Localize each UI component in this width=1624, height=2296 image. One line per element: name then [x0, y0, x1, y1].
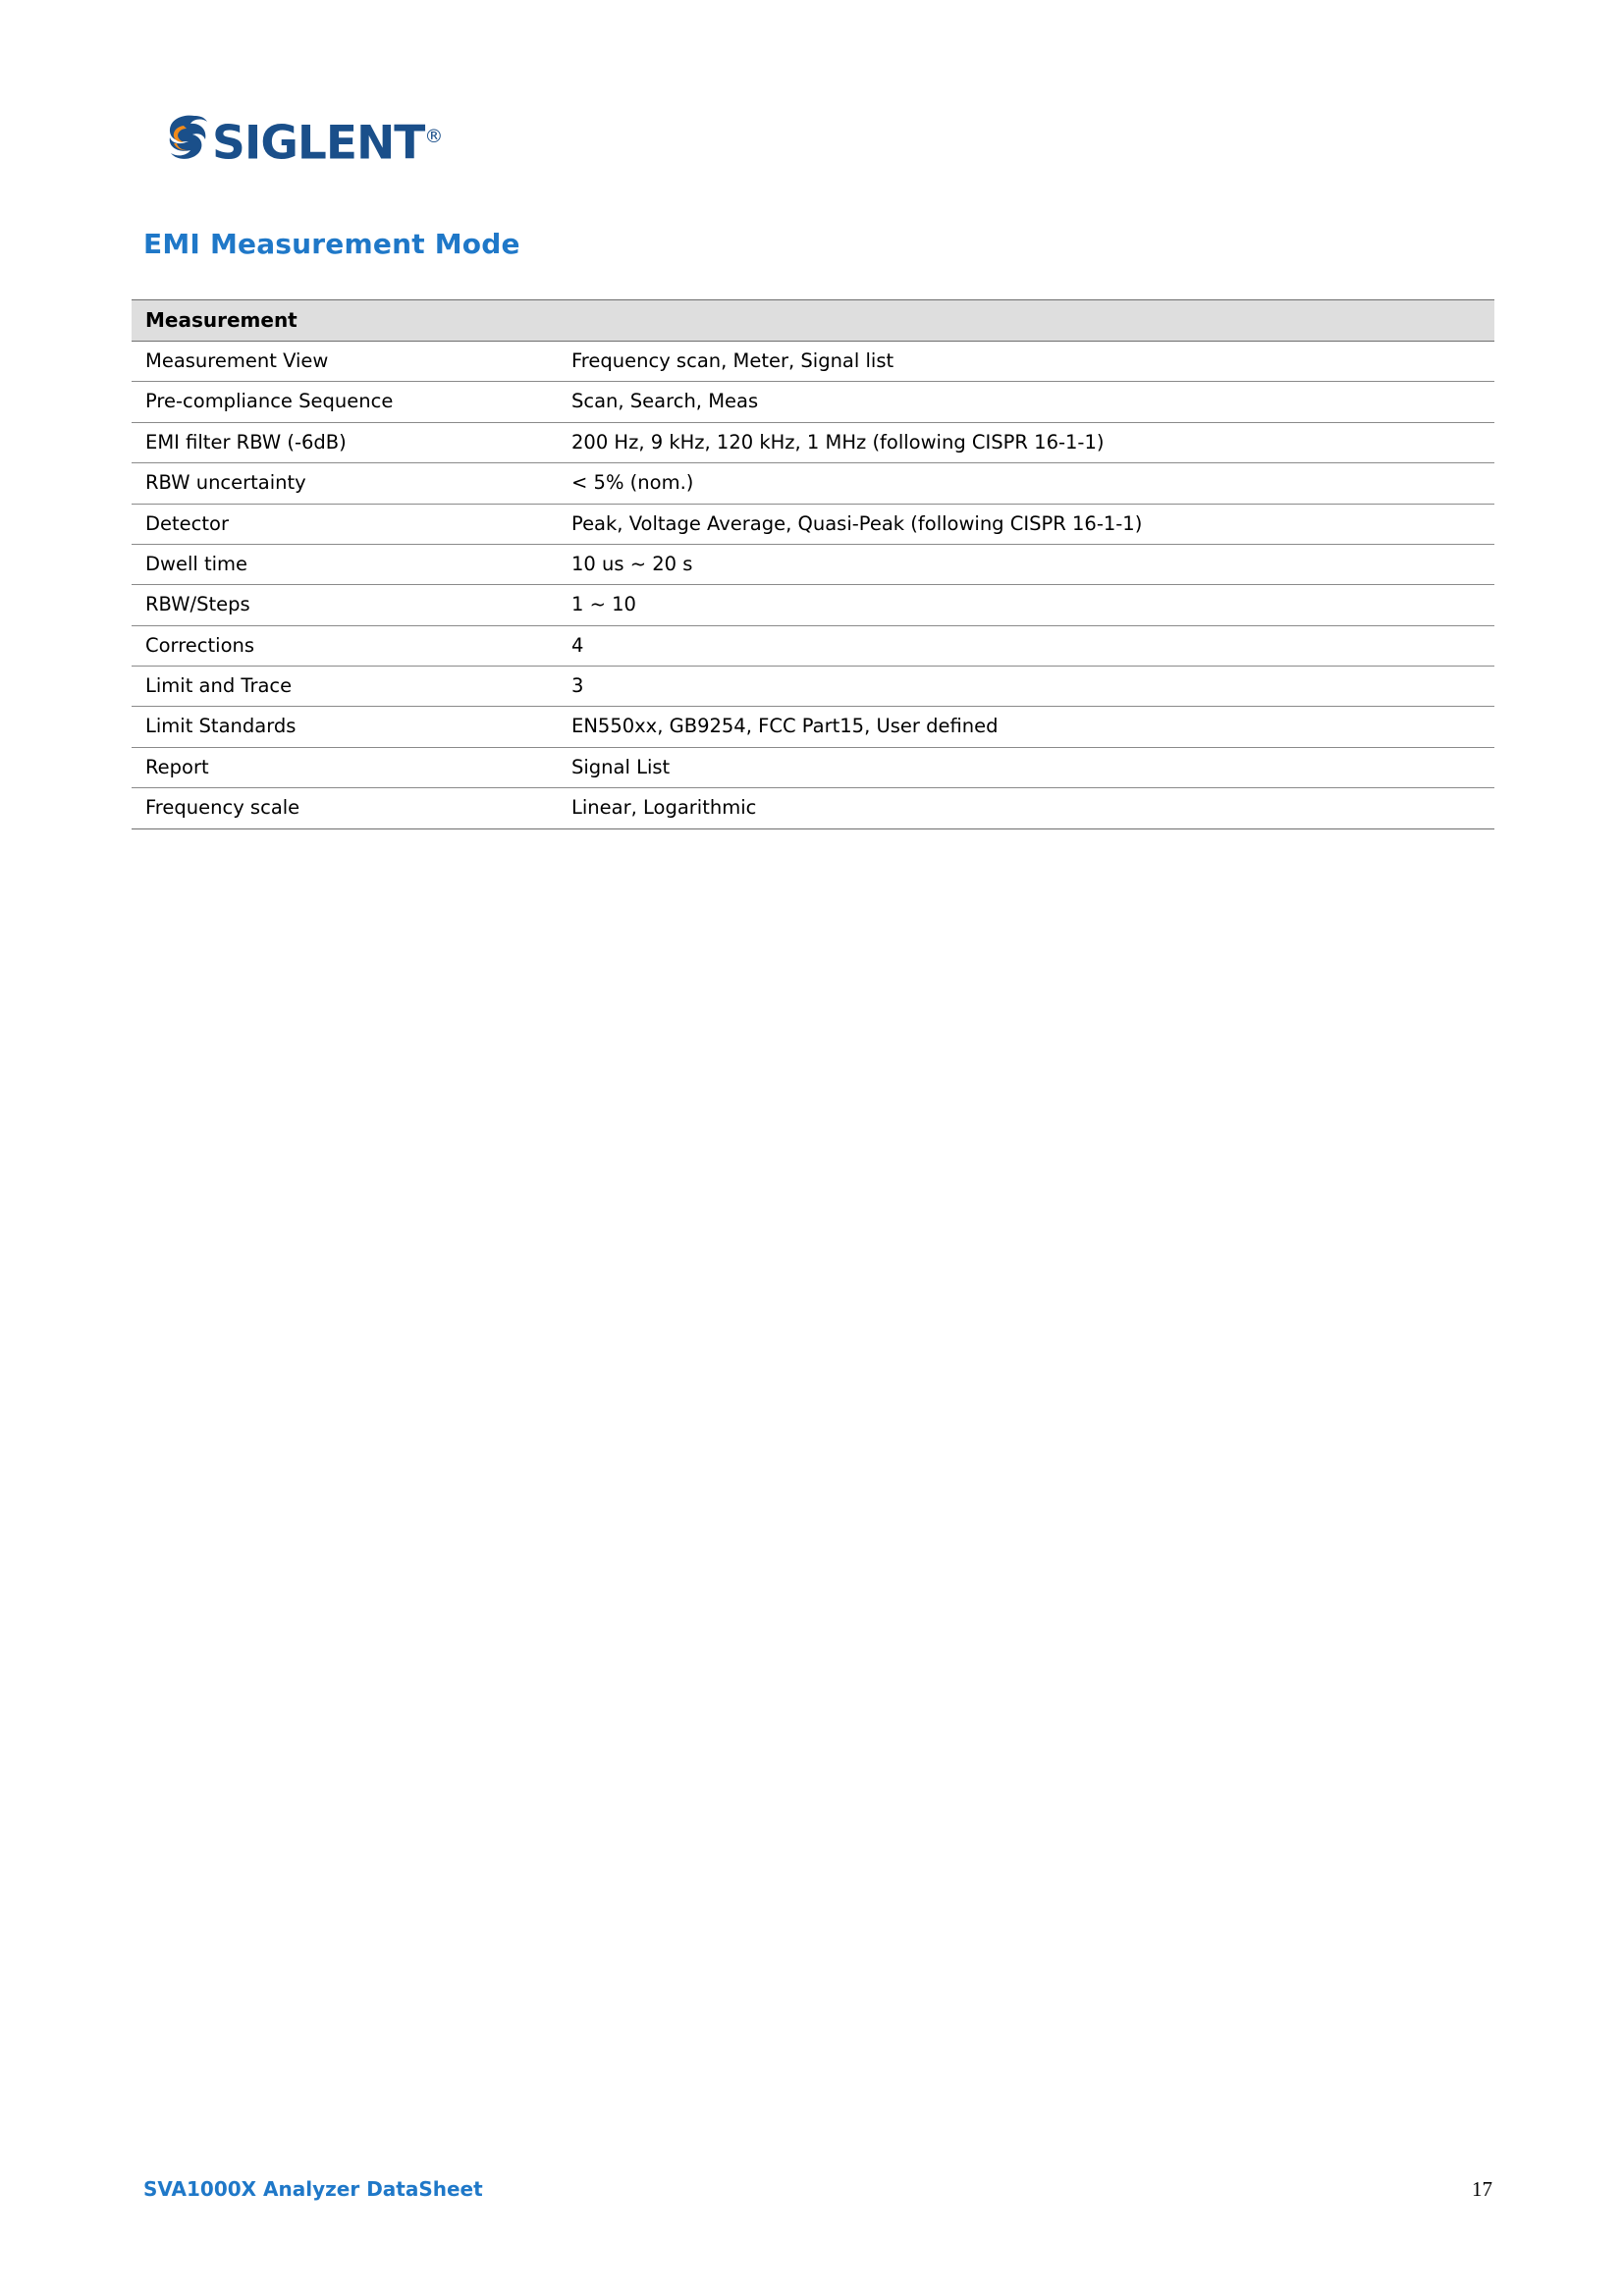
- logo-brand-name: SIGLENT: [212, 116, 425, 171]
- spec-value: Peak, Voltage Average, Quasi-Peak (following CISPR 16-1-1): [558, 504, 1494, 544]
- spec-name: Pre-compliance Sequence: [132, 382, 558, 422]
- table-row: [132, 544, 1494, 584]
- spec-value: Signal List: [558, 747, 1494, 787]
- spec-value: Scan, Search, Meas: [558, 382, 1494, 422]
- spec-name: Limit Standards: [132, 707, 558, 747]
- spec-name: RBW/Steps: [132, 585, 558, 625]
- table-row: [132, 667, 1494, 707]
- table-header-label: Measurement: [132, 300, 1494, 342]
- table-row: [132, 382, 1494, 422]
- siglent-swirl-icon: [165, 110, 210, 163]
- spec-name: Limit and Trace: [132, 667, 558, 707]
- table-row: [132, 422, 1494, 462]
- spec-name: EMI filter RBW (-6dB): [132, 422, 558, 462]
- table-row: [132, 625, 1494, 666]
- spec-name: RBW uncertainty: [132, 463, 558, 504]
- measurement-spec-table: [132, 299, 1494, 829]
- table-row: [132, 747, 1494, 787]
- table-header-row: [132, 300, 1494, 342]
- table-row: [132, 707, 1494, 747]
- spec-name: Detector: [132, 504, 558, 544]
- spec-name: Frequency scale: [132, 788, 558, 828]
- spec-value: < 5% (nom.): [558, 463, 1494, 504]
- table-row: [132, 463, 1494, 504]
- siglent-logo: [165, 110, 442, 171]
- footer-page-number: 17: [1472, 2177, 1492, 2201]
- logo-wordmark: [212, 110, 442, 171]
- table-row: [132, 342, 1494, 382]
- spec-value: Linear, Logarithmic: [558, 788, 1494, 828]
- table-row: [132, 585, 1494, 625]
- spec-name: Corrections: [132, 625, 558, 666]
- registered-trademark-symbol: ®: [424, 126, 443, 147]
- spec-name: Dwell time: [132, 544, 558, 584]
- table-row: [132, 788, 1494, 828]
- footer-document-title: SVA1000X Analyzer DataSheet: [143, 2177, 483, 2201]
- spec-name: Measurement View: [132, 342, 558, 382]
- spec-value: EN550xx, GB9254, FCC Part15, User defined: [558, 707, 1494, 747]
- spec-value: 1 ~ 10: [558, 585, 1494, 625]
- table-row: [132, 504, 1494, 544]
- spec-name: Report: [132, 747, 558, 787]
- spec-value: Frequency scan, Meter, Signal list: [558, 342, 1494, 382]
- page-title: EMI Measurement Mode: [143, 228, 520, 260]
- spec-value: 4: [558, 625, 1494, 666]
- spec-value: 200 Hz, 9 kHz, 120 kHz, 1 MHz (following CISPR 16-1-1): [558, 422, 1494, 462]
- spec-value: 10 us ~ 20 s: [558, 544, 1494, 584]
- spec-value: 3: [558, 667, 1494, 707]
